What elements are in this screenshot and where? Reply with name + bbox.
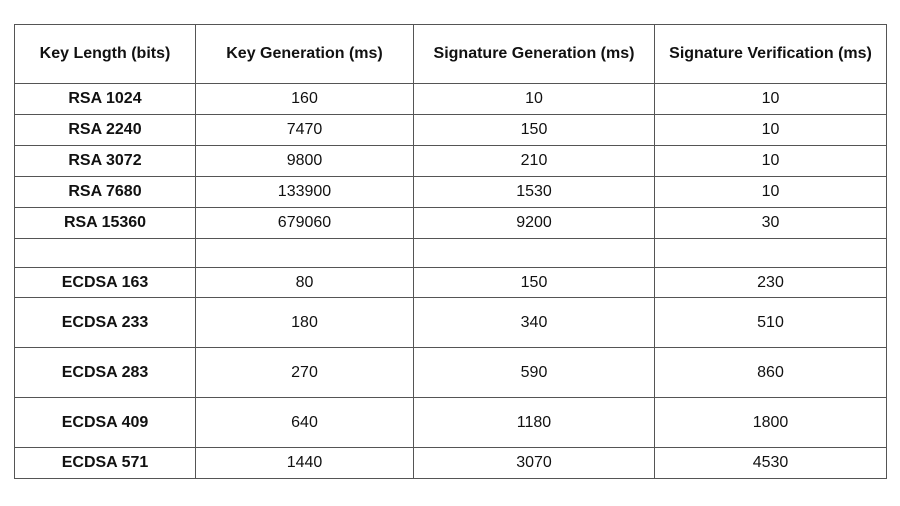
row-key-generation: 270 (196, 348, 414, 398)
row-key-generation: 9800 (196, 146, 414, 177)
row-key-generation: 133900 (196, 177, 414, 208)
table-row (15, 298, 887, 348)
row-key-length: RSA 1024 (15, 84, 196, 115)
row-signature-verification: 4530 (655, 448, 887, 479)
row-signature-generation: 10 (414, 84, 655, 115)
table-row (15, 398, 887, 448)
row-signature-verification: 30 (655, 208, 887, 239)
table-row (15, 177, 887, 208)
row-signature-verification: 1800 (655, 398, 887, 448)
row-signature-generation: 1180 (414, 398, 655, 448)
empty-cell (414, 239, 655, 268)
table-row (15, 448, 887, 479)
row-signature-generation: 210 (414, 146, 655, 177)
row-signature-verification: 10 (655, 115, 887, 146)
table-row (15, 348, 887, 398)
row-signature-verification: 10 (655, 146, 887, 177)
row-key-length: RSA 3072 (15, 146, 196, 177)
performance-table (14, 24, 887, 479)
row-key-generation: 80 (196, 268, 414, 298)
row-key-length: ECDSA 409 (15, 398, 196, 448)
row-key-generation: 160 (196, 84, 414, 115)
row-signature-generation: 3070 (414, 448, 655, 479)
row-key-length: ECDSA 283 (15, 348, 196, 398)
header-signature-generation: Signature Generation (ms) (414, 25, 655, 84)
row-signature-verification: 230 (655, 268, 887, 298)
table-row (15, 208, 887, 239)
row-key-length: RSA 2240 (15, 115, 196, 146)
row-signature-generation: 340 (414, 298, 655, 348)
table-row (15, 146, 887, 177)
row-signature-generation: 150 (414, 268, 655, 298)
header-key-length: Key Length (bits) (15, 25, 196, 84)
row-key-generation: 679060 (196, 208, 414, 239)
empty-cell (15, 239, 196, 268)
row-key-generation: 640 (196, 398, 414, 448)
header-row (15, 25, 887, 84)
header-key-generation: Key Generation (ms) (196, 25, 414, 84)
row-signature-generation: 9200 (414, 208, 655, 239)
row-key-length: RSA 7680 (15, 177, 196, 208)
row-key-length: RSA 15360 (15, 208, 196, 239)
row-signature-generation: 590 (414, 348, 655, 398)
header-signature-verification: Signature Verification (ms) (655, 25, 887, 84)
row-key-generation: 1440 (196, 448, 414, 479)
row-key-length: ECDSA 163 (15, 268, 196, 298)
row-key-generation: 180 (196, 298, 414, 348)
row-signature-generation: 150 (414, 115, 655, 146)
row-signature-generation: 1530 (414, 177, 655, 208)
row-signature-verification: 860 (655, 348, 887, 398)
table-row (15, 268, 887, 298)
row-key-length: ECDSA 233 (15, 298, 196, 348)
table-row (15, 115, 887, 146)
empty-cell (655, 239, 887, 268)
spacer-row (15, 239, 887, 268)
row-signature-verification: 10 (655, 177, 887, 208)
row-signature-verification: 10 (655, 84, 887, 115)
row-key-length: ECDSA 571 (15, 448, 196, 479)
empty-cell (196, 239, 414, 268)
row-key-generation: 7470 (196, 115, 414, 146)
row-signature-verification: 510 (655, 298, 887, 348)
table-row (15, 84, 887, 115)
